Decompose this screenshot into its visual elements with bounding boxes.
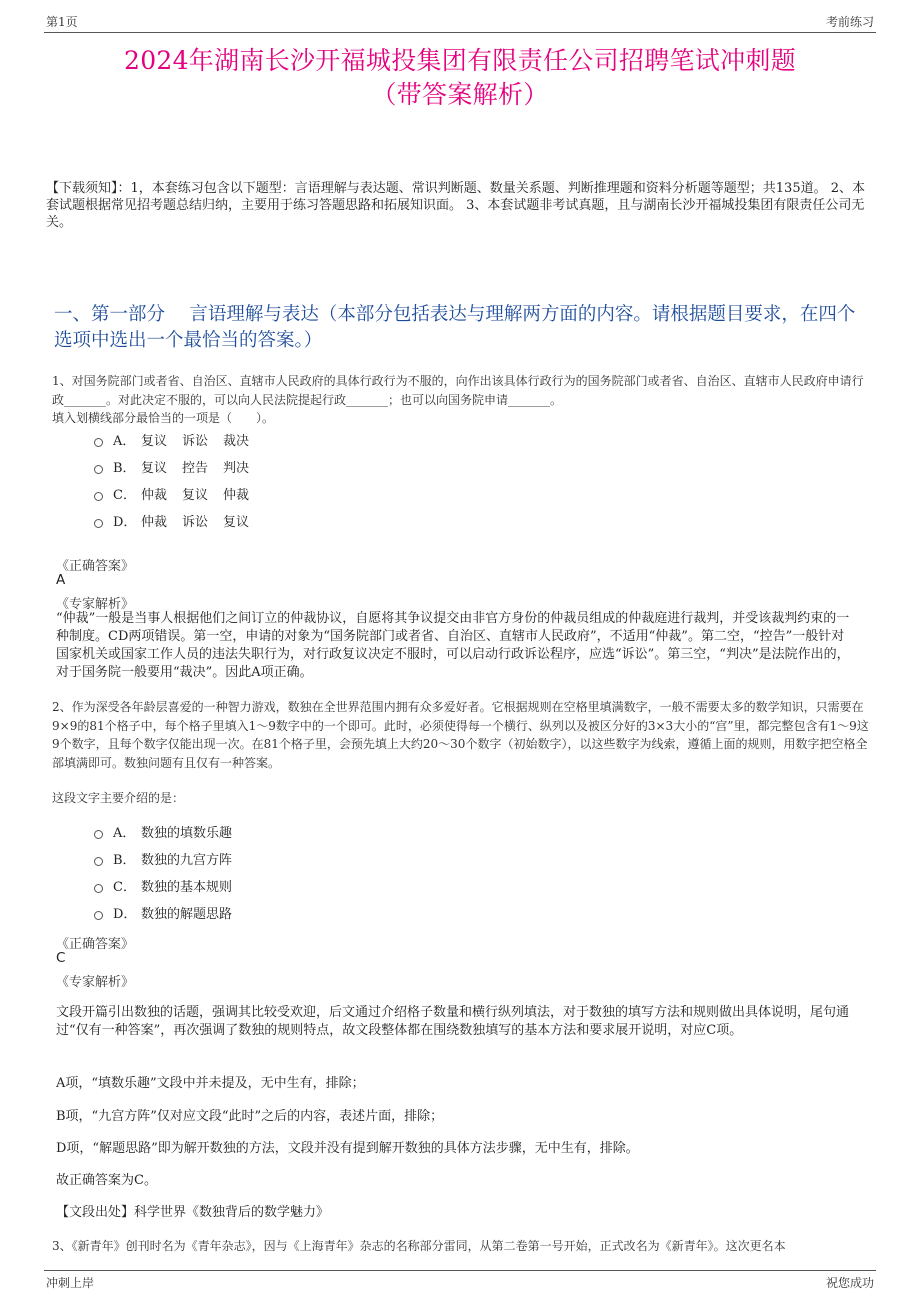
q1-option-c[interactable]: C． 仲裁 复议 仲裁 xyxy=(94,480,264,507)
q1-option-a[interactable]: A． 复议 诉讼 裁决 xyxy=(94,426,264,453)
q2-analysis-d: D项，“解题思路”即为解开数独的方法，文段并没有提到解开数独的具体方法步骤，无中生有，排除。 xyxy=(56,1141,639,1156)
title-line-1: 2024年湖南长沙开福城投集团有限责任公司招聘笔试冲刺题 xyxy=(123,46,797,75)
footer-right: 祝您成功 xyxy=(825,1276,874,1290)
q2-analysis-label: 《专家解析》 xyxy=(56,975,135,990)
section-title: 一、第一部分 言语理解与表达（本部分包括表达与理解两方面的内容。请根据题目要求，在四个选项中选出一个最恰当的答案。） xyxy=(54,304,856,351)
q2-analysis-a: A项，“填数乐趣”文段中并未提及，无中生有，排除； xyxy=(56,1076,365,1091)
question-2-stem: 2、作为深受各年龄层喜爱的一种智力游戏，数独在全世界范围内拥有众多爱好者。它根据规则在空格里填满数字，一般不需要太多的数学知识，只需要在9×9的81个格子中，每个格子里填入1～9数字中的一个即可。此时，必须使得每一个横行、纵列以及被区分好的3×3大小的“宫”里，都完整包含有1～9这9个数字，且每个数字仅能出现一次。在81个格子里，会预先填上大约20～30个数字（初始数字），以这些数字为线索，遵循上面的规则，用数字把空格全部填满即可。数独问题有且仅有一种答案。 xyxy=(52,700,869,770)
title-line-2: （带答案解析） xyxy=(371,80,549,109)
footer-left: 冲刺上岸 xyxy=(46,1276,95,1290)
q2-conclusion: 故正确答案为C。 xyxy=(56,1173,157,1188)
q1-analysis: “仲裁”一般是当事人根据他们之间订立的仲裁协议，自愿将其争议提交由非官方身份的仲裁员组成的仲裁庭进行裁判，并受该裁判约束的一种制度。CD两项错误。第一空，申请的对象为“国务院部门或者省、自治区、直辖市人民政府”，不适用“仲裁”。第二空，“控告”一般针对国家机关或国家工作人员的违法失职行为，对行政复议决定不服时，可以启动行政诉讼程序，应选“诉讼”。第三空，“判决”是法院作出的，对于国务院一般要用“裁决”。因此A项正确。 xyxy=(56,611,850,680)
q2-source: 【文段出处】科学世界《数独背后的数学魅力》 xyxy=(56,1205,330,1220)
footer-divider xyxy=(44,1270,876,1271)
radio-icon[interactable] xyxy=(94,911,103,920)
header-tag: 考前练习 xyxy=(825,15,874,29)
q2-analysis-b: B项，“九宫方阵”仅对应文段“此时”之后的内容，表述片面，排除； xyxy=(56,1109,444,1124)
question-2-options xyxy=(94,818,232,926)
radio-icon[interactable] xyxy=(94,519,103,528)
q2-analysis: 文段开篇引出数独的话题，强调其比较受欢迎，后文通过介绍格子数量和横行纵列填法，对于数独的填写方法和规则做出具体说明，尾句通过“仅有一种答案”，再次强调了数独的规则特点，故文段整体都在围绕数独填写的基本方法和要求展开说明，对应C项。 xyxy=(56,1005,850,1038)
radio-icon[interactable] xyxy=(94,465,103,474)
q1-answer-label: 《正确答案》 xyxy=(56,559,135,574)
q1-option-d[interactable]: D． 仲裁 诉讼 复议 xyxy=(94,507,264,534)
question-2-prompt: 这段文字主要介绍的是： xyxy=(52,791,185,805)
radio-icon[interactable] xyxy=(94,830,103,839)
q1-option-b[interactable]: B． 复议 控告 判决 xyxy=(94,453,264,480)
document-title xyxy=(44,44,876,112)
q2-answer-label: 《正确答案》 xyxy=(56,937,135,952)
header-divider xyxy=(44,32,876,33)
radio-icon[interactable] xyxy=(94,884,103,893)
page-number: 第1页 xyxy=(46,15,78,29)
q2-option-d[interactable]: D． 数独的解题思路 xyxy=(94,899,232,926)
q2-answer: C xyxy=(56,950,66,966)
radio-icon[interactable] xyxy=(94,492,103,501)
radio-icon[interactable] xyxy=(94,438,103,447)
q2-option-b[interactable]: B． 数独的九宫方阵 xyxy=(94,845,232,872)
question-1-options xyxy=(94,426,264,534)
q1-answer: A xyxy=(56,572,66,588)
question-1-prompt: 填入划横线部分最恰当的一项是（ ）。 xyxy=(52,411,275,425)
q2-option-a[interactable]: A． 数独的填数乐趣 xyxy=(94,818,232,845)
radio-icon[interactable] xyxy=(94,857,103,866)
download-notice: 【下载须知】：1，本套练习包含以下题型：言语理解与表达题、常识判断题、数量关系题、判断推理题和资料分析题等题型；共135道。 2、本套试题根据常见招考题总结归纳，主要用于练习答题思路和拓展知识面。 3、本套试题非考试真题，且与湖南长沙开福城投集团有限责任公司无关。 xyxy=(46,181,865,230)
question-1-stem: 1、对国务院部门或者省、自治区、直辖市人民政府的具体行政行为不服的，向作出该具体行政行为的国务院部门或者省、自治区、直辖市人民政府申请行政_______。对此决定不服的，可以向人民法院提起行政_______；也可以向国务院申请_______。 xyxy=(52,374,864,407)
q2-option-c[interactable]: C． 数独的基本规则 xyxy=(94,872,232,899)
question-3-stem: 3、《新青年》创刊时名为《青年杂志》，因与《上海青年》杂志的名称部分雷同，从第二卷第一号开始，正式改名为《新青年》。这次更名本 xyxy=(52,1239,786,1253)
q1-analysis-label: 《专家解析》 xyxy=(56,597,135,612)
